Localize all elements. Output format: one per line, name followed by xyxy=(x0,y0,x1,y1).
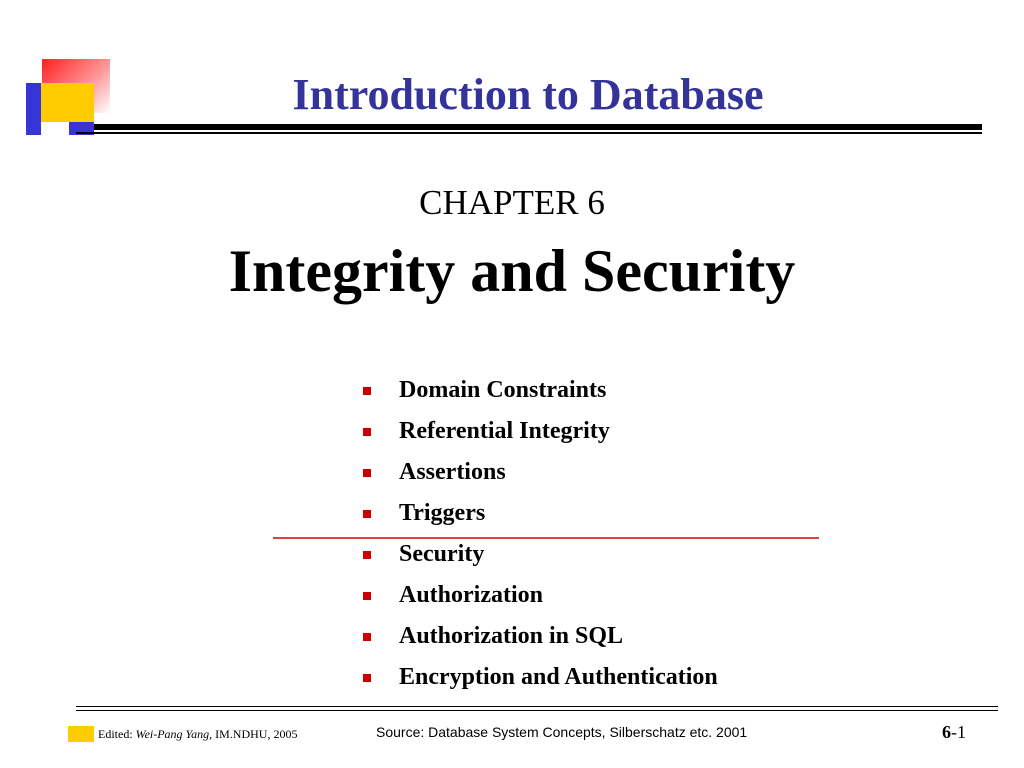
slide-title: Integrity and Security xyxy=(228,238,796,304)
page-index: -1 xyxy=(951,722,966,742)
footer-source: Source: Database System Concepts, Silberschatz etc. 2001 xyxy=(376,724,748,740)
topic-item xyxy=(360,536,718,577)
bullet-square-icon xyxy=(363,387,371,395)
bullet-square-icon xyxy=(363,592,371,600)
topic-item xyxy=(360,495,718,536)
footer-rule-top xyxy=(76,706,998,707)
footer-rule-bottom xyxy=(76,710,998,711)
bullet-square-icon xyxy=(363,551,371,559)
bullet-square-icon xyxy=(363,633,371,641)
page-number xyxy=(942,722,966,742)
topic-label: Assertions xyxy=(399,459,506,485)
topic-label: Domain Constraints xyxy=(399,377,607,403)
topic-item xyxy=(360,413,718,454)
bullet-square-icon xyxy=(363,674,371,682)
topic-item xyxy=(360,659,718,700)
credit-org: IM.NDHU, 2005 xyxy=(212,727,298,741)
topic-label: Authorization in SQL xyxy=(399,623,624,649)
bullet-square-icon xyxy=(363,510,371,518)
section-divider xyxy=(273,537,819,539)
credit-author: Wei-Pang Yang, xyxy=(135,727,213,741)
credit-prefix: Edited: xyxy=(98,727,136,741)
header-title: Introduction to Database xyxy=(292,70,764,119)
chapter-label: CHAPTER 6 xyxy=(419,183,605,222)
topic-label: Security xyxy=(399,541,485,567)
topic-label: Triggers xyxy=(399,500,486,526)
topic-label: Encryption and Authentication xyxy=(399,664,718,690)
logo-white-notch xyxy=(41,122,69,135)
header-rule-thick xyxy=(94,124,982,130)
page-chapter: 6 xyxy=(942,722,951,742)
topic-item xyxy=(360,618,718,659)
bullet-square-icon xyxy=(363,469,371,477)
topic-item xyxy=(360,372,718,413)
header-rule-thin xyxy=(76,132,982,134)
topic-label: Referential Integrity xyxy=(399,418,610,444)
bullet-square-icon xyxy=(363,428,371,436)
footer-credit xyxy=(98,726,297,742)
topic-list xyxy=(360,372,718,700)
topic-item xyxy=(360,577,718,618)
footer-yellow-icon xyxy=(68,726,94,742)
topic-label: Authorization xyxy=(399,582,543,608)
topic-item xyxy=(360,454,718,495)
